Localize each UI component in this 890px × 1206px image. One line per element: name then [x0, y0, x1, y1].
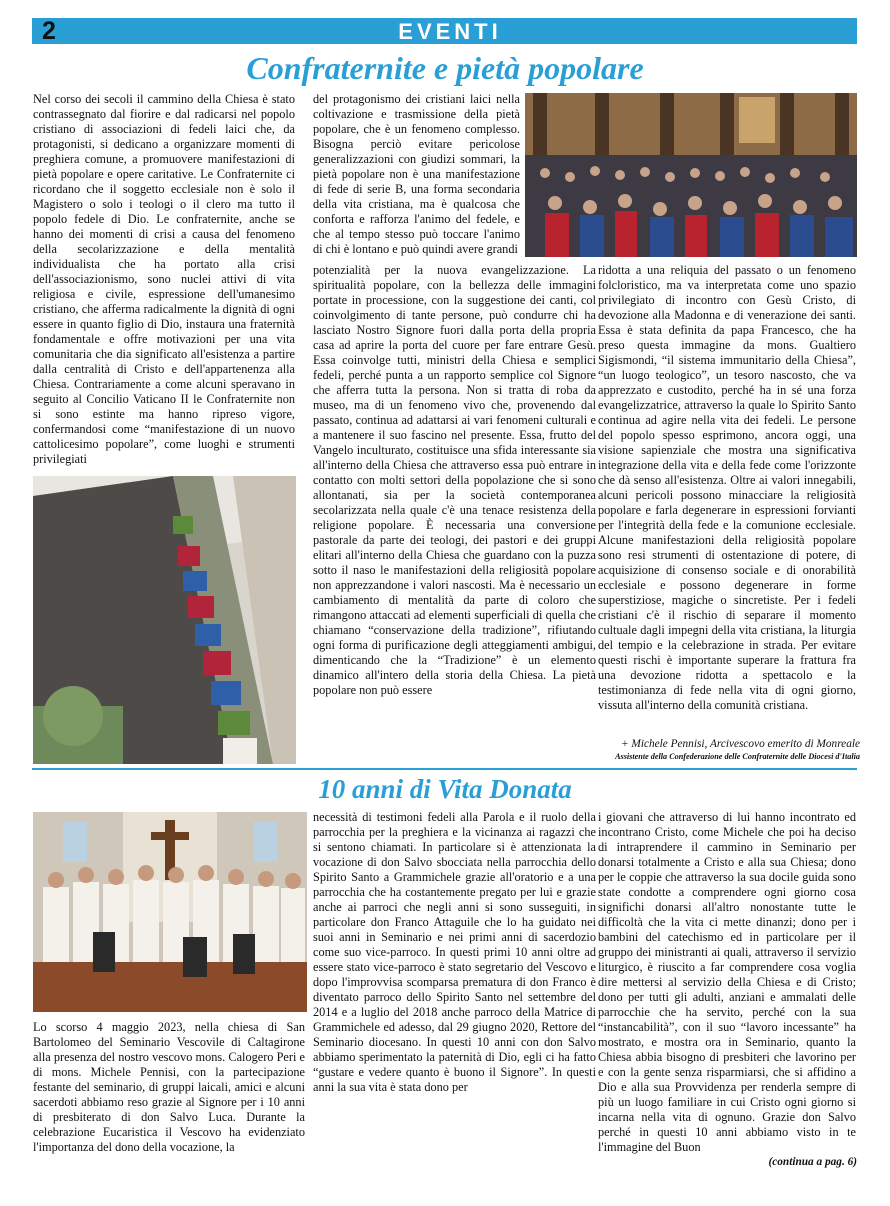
- article1-column-2-bottom: potenzialità per la nuova evangelizzazione. La spiritualità popolare, con la bellezza delle immagini portate in processione, con la suggestione dei canti, col coinvolgimento di tante persone, può condurre chi ha lasciato Nostro Signore fuori dalla porta della propria casa ad aprire la porta del cuore per fare entrare Gesù. Essa coinvolge tutti, ministri della Chiesa e semplici fedeli, perché punta a un rapporto semplice col Signore che afferra tutta la persona. Non si tratta di roba da museo, ma di un fenomeno vivo che, provenendo dal passato, continua ad adattarsi ai vari fenomeni culturali e a mantenere il suo fascino nel presente. Essa, frutto del Vangelo inculturato, costituisce una sfida interessante sia all'interno della Chiesa che attraverso essa può entrare in contatto con molti settori della popolazione che si sono allontanati, sia per la società contemporanea secolarizzata nella quale c'è una tenace resistenza della religione popolare. È necessaria una conversione pastorale da parte dei teologi, dei pastori e dei gruppi elitari all'interno della Chiesa che guardano con la puzza sotto il naso le manifestazioni della religiosità popolare non apprezzandone i valori nascosti. Ma è necessario un cambiamento di mentalità da parte di coloro che rimangono attaccati ad elementi superficiali di quella che chiamano “conservazione della tradizione”, rifiutando ogni forma di purificazione degli atteggiamenti ambigui, dimenticando che la “Tradizione” è un elemento dinamico all'intero della storia della Chiesa. La pietà popolare non può essere: [313, 263, 596, 697]
- article1-signature: + Michele Pennisi, Arcivescovo emerito di Monreale: [620, 738, 860, 750]
- article1-column-3: ridotta a una reliquia del passato o un fenomeno folcloristico, ma va interpretata come uno spazio privilegiato di incontro con Gesù Cristo, di devozione alla Madonna e di venerazione dei santi. Essa è stata definita da papa Francesco, che ha preso questa immagine da mons. Gualtiero Sigismondi, “il sistema immunitario della Chiesa”, “un luogo teologico”, un tesoro nascosto, che va apprezzato e custodito, perché ha in sé una forza evangelizzatrice, attraverso la quale lo Spirito Santo continua ad agire nella vita dei fedeli. Le persone del popolo spesso esprimono, ancora oggi, una visione sapienziale che mostra una significativa integrazione della vita e della fede come l'orizzonte che dà senso all'esistenza. Oltre ai valori innegabili, alcuni pericoli possono minacciare la religiosità popolare e farla degenerare in espressioni forvianti per l'integrità della fede e la comunione ecclesiale. Alcune manifestazioni della religiosità popolare sono resi strumenti di ostentazione di potere, di acquisizione di consenso sociale e di onorabilità ecclesiale e possono degenerare in forme superstiziose, magiche o sincretiste. Per i fedeli cristiani c'è il rischio di separare il momento cultuale dagli impegni della vita cristiana, la liturgia del tempio e la celebrazione in strada. Per evitare questi rischi è importante superare la frattura fra una devozione ridotta a spettacolo e la testimonianza di fede nella vita di ogni giorno, vissuta all'interno della comunità cristiana.: [598, 263, 856, 712]
- continued-on-page-note: (continua a pag. 6): [768, 1156, 857, 1168]
- confraternities-procession-photo: [33, 476, 296, 764]
- article1-signature-role: Assistente della Confederazione delle Confraternite delle Diocesi d'Italia: [615, 752, 860, 761]
- article-title-vita-donata: 10 anni di Vita Donata: [318, 774, 572, 804]
- page-number: 2: [42, 17, 56, 45]
- clergy-group-photo: [33, 812, 307, 1012]
- cathedral-crowd-photo: [525, 93, 857, 257]
- article2-column-2: necessità di testimoni fedeli alla Parola e il ruolo della parrocchia per la preghiera e la vicinanza ai ragazzi che si sentono chiamati. In particolare si è attenzionata la vocazione di don Salvo sbocciata nella parrocchia dello Spirito Santo a Grammichele grazie all'oratorio e a una parrocchia che ha costantemente pregato per lui e grazie anche ai parroci che negli anni si sono susseguiti, in particolare don Franco Attaguile che lo ha guidato nei suoi anni in Seminario e nei primi anni di sacerdozio come suo vice-parroco. In questi primi 10 anni oltre ad essere stato vice-parroco è stato segretario del Vescovo e dopo l'improvvisa scomparsa prematura di don Franco è diventato parroco dello Spirito Santo nel settembre del 2014 e a luglio del 2018 anche parroco della Matrice di Grammichele ed adesso, dal 29 giugno 2020, Rettore del Seminario diocesano. In questi 10 anni con don Salvo abbiamo sperimentato la paternità di Dio, egli ci ha fatto “gustare e vedere quanto è buono il Signore”. In questi anni la sua vita è stata dono per: [313, 810, 596, 1094]
- article2-column-3: i giovani che attraverso di lui hanno incontrato ed incontrano Cristo, come Michele che poi ha deciso di intraprendere il cammino in Seminario per donarsi totalmente a Cristo e alla sua Chiesa; dono per le coppie che attraverso la sua docile guida sono state condotte a comprendere ogni giorno cosa significhi donarsi all'altro nonostante tutte le difficoltà che la vita ci mette dinanzi; dono per i bambini del catechismo ed in particolare per il gruppo dei ministranti ai quali, attraverso il servizio liturgico, è riuscito a far comprendere cosa voglia dire mettersi al servizio della Chiesa e di Cristo; dono per tutti gli adulti, anziani e ammalati delle parrocchie che ha servito, perché con la sua “instancabilità”, con il suo “lavoro incessante” ha mostrato, e mostra ora in Seminario, quanto la Chiesa abbia bisogno di presbiteri che lavorino per e con la gente senza risparmiarsi, che si affidino a Dio e alla sua Provvidenza per renderla sempre di più un luogo familiare in cui Cristo ogni giorno si incarna nella vita di ognuno. Grazie don Salvo perché in questi 10 anni abbiamo visto in te l'immagine del Buon: [598, 810, 856, 1154]
- article1-column-2-top: del protagonismo dei cristiani laici nella coltivazione e trasmissione della pietà popolare, che è un fenomeno complesso. Bisogna perciò evitare pericolose generalizzazioni con giudizi sommari, la pietà popolare non è una manifestazione di fede di serie B, una forma secondaria della vita cristiana, ma è qualcosa che conforta e rafforza l'animo del fedele, e che al tempo stesso può toccare l'animo di chi è lontano e può quindi avere grandi: [313, 92, 520, 256]
- article2-column-1: Lo scorso 4 maggio 2023, nella chiesa di San Bartolomeo del Seminario Vescovile di Caltagirone alla presenza del nostro vescovo mons. Calogero Peri e di mons. Michele Pennisi, con la partecipazione festante del seminario, di gruppi laicali, amici e alcuni sacerdoti abbiamo reso grazie al Signore per i 10 anni di presbiterato di don Salvo Luca. Durante la celebrazione Eucaristica il Vescovo ha evidenziato l'importanza del dono della vocazione, la: [33, 1020, 305, 1154]
- section-title: EVENTI: [398, 19, 502, 44]
- article-title-confraternite: Confraternite e pietà popolare: [246, 50, 644, 86]
- article1-column-1: Nel corso dei secoli il cammino della Chiesa è stato contrassegnato dal fiorire e dal radicarsi nel popolo cristiano di associazioni di fedeli laici che, da protagonisti, si dedicano a organizzare momenti di preghiera comune, a promuovere manifestazioni di pietà popolare e opere caritative. Le Confraternite ci ricordano che il soggetto ecclesiale non è solo il Magistero o solo i teologi o il clero ma tutto il popolo fedele di Dio. Le confraternite, anche se hanno dei momenti di crisi a causa del fenomeno della secolarizzazione e della mentalità individualista che ha portato alla crisi dell'associazionismo, sono nuclei attivi di vita religiosa e civile, espressione dell'umanesimo cristiano, che afferma radicalmente la dignità di ogni essere in quanto figlio di Dio, instaura una fraternità fondamentale e offre motivazioni per una vita comunitaria che dia significato all'esistenza a partire dalla centralità di Cristo e dell'appartenenza alla Chiesa. Contrariamente a come alcuni speravano in seguito al Concilio Vaticano II le Confraternite non si sono estinte ma hanno ripreso vigore, confermandosi come “manifestazione di un nuovo cattolicesimo popolare”, come luoghi e strumenti privilegiati: [33, 92, 295, 466]
